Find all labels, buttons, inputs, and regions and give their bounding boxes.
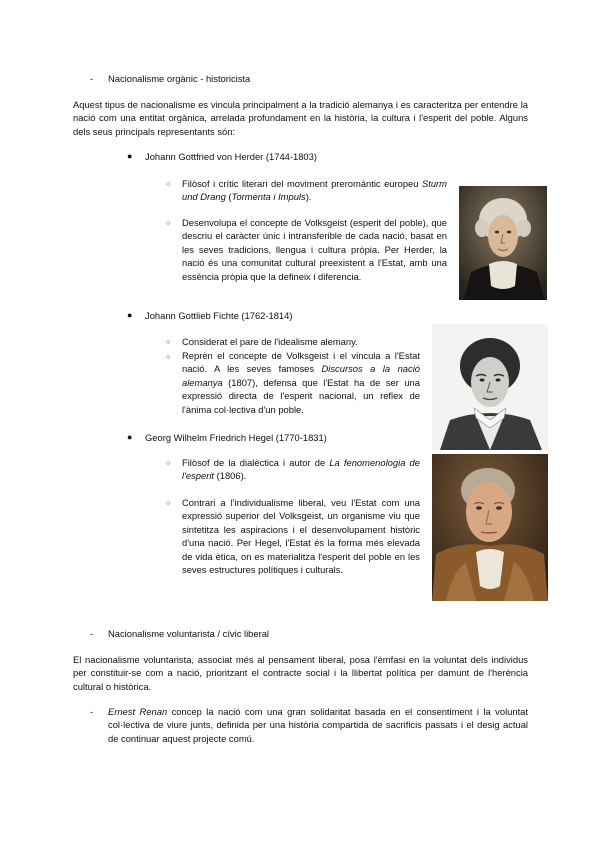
fichte-name: Johann Gottlieb Fichte (1762-1814)	[145, 310, 293, 321]
bullet-icon: ●	[127, 310, 133, 320]
fichte-portrait	[432, 324, 548, 450]
section-heading-voluntarist: Nacionalisme voluntarista / cívic liberal	[108, 628, 270, 639]
herder-name: Johann Gottfried von Herder (1744-1803)	[145, 151, 317, 162]
fichte-point-2: Reprèn el concepte de Volksgeist i el vincula a l'Estat nació. A les seves famoses Discursos a la nació alemanya (1807), defensa que l'Estat ha de ser una expressió directa de l'esperit nacional, un reflex de l'ànima col·lectiva d'un poble.	[182, 350, 420, 415]
heading-dash: -	[90, 73, 94, 84]
intro-paragraph-voluntarist: El nacionalisme voluntarista, associat més al pensament liberal, posa l'èmfasi en la voluntat dels individus per constituir-se com a nació, prioritzant el contracte social i la llibertat política per damunt de l'herència cultural o històrica.	[73, 654, 528, 692]
herder-point-2: Desenvolupa el concepte de Volksgeist (esperit del poble), que descriu el caràcter únic i intransferible de cada nació, basat en les seves tradicions, llengua i cultura pròpia. Per Herder, la nació és una comunitat cultural preexistent a l'Estat, amb una essència pròpia que la defineix i diferencia.	[182, 217, 447, 282]
circle-bullet-icon: ○	[166, 220, 171, 227]
heading-dash: -	[90, 628, 94, 639]
renan-paragraph: Ernest Renan concep la nació com una gran solidaritat basada en el consentiment i la voluntat col·lectiva de viure junts, definida per una història compartida de sacrificis passats i el desig actual de continuar aquest projecte comú.	[108, 706, 528, 744]
hegel-name: Georg Wilhelm Friedrich Hegel (1770-1831)	[145, 432, 327, 443]
hegel-point-1: Filòsof de la dialèctica i autor de La fenomenologia de l'esperit (1806).	[182, 457, 420, 482]
list-dash: -	[90, 706, 94, 717]
herder-portrait-drawing	[459, 186, 547, 300]
herder-point-1: Filòsof i crític literari del moviment preromàntic europeu Sturm und Drang (Tormenta i Impuls).	[182, 178, 447, 203]
intro-paragraph-organic: Aquest tipus de nacionalisme es vincula principalment a la tradició alemanya i es caracteritza per entendre la nació com una entitat orgànica, arrelada profundament en la història, la cultura i l'esperit del poble. Alguns dels seus principals representants són:	[73, 99, 528, 137]
circle-bullet-icon: ○	[166, 339, 171, 346]
fichte-portrait-drawing	[432, 324, 548, 450]
bullet-icon: ●	[127, 432, 133, 442]
fichte-point-1: Considerat el pare de l'idealisme alemany.	[182, 336, 358, 347]
bullet-icon: ●	[127, 151, 133, 161]
circle-bullet-icon: ○	[166, 354, 171, 361]
herder-portrait	[459, 186, 547, 300]
circle-bullet-icon: ○	[166, 460, 171, 467]
hegel-portrait-drawing	[432, 454, 548, 601]
hegel-point-2: Contrari a l'individualisme liberal, veu l'Estat com una expressió superior del Volksgeist, un organisme viu que sintetitza les aspiracions i el desenvolupament històric d'una nació. Per Hegel, l'Estat és la forma més elevada de vida ètica, on es materialitza l'esperit del poble en les seves estructures polítiques i culturals.	[182, 497, 420, 576]
hegel-portrait	[432, 454, 548, 601]
circle-bullet-icon: ○	[166, 500, 171, 507]
section-heading-organic: Nacionalisme orgànic - historicista	[108, 73, 251, 84]
circle-bullet-icon: ○	[166, 181, 171, 188]
